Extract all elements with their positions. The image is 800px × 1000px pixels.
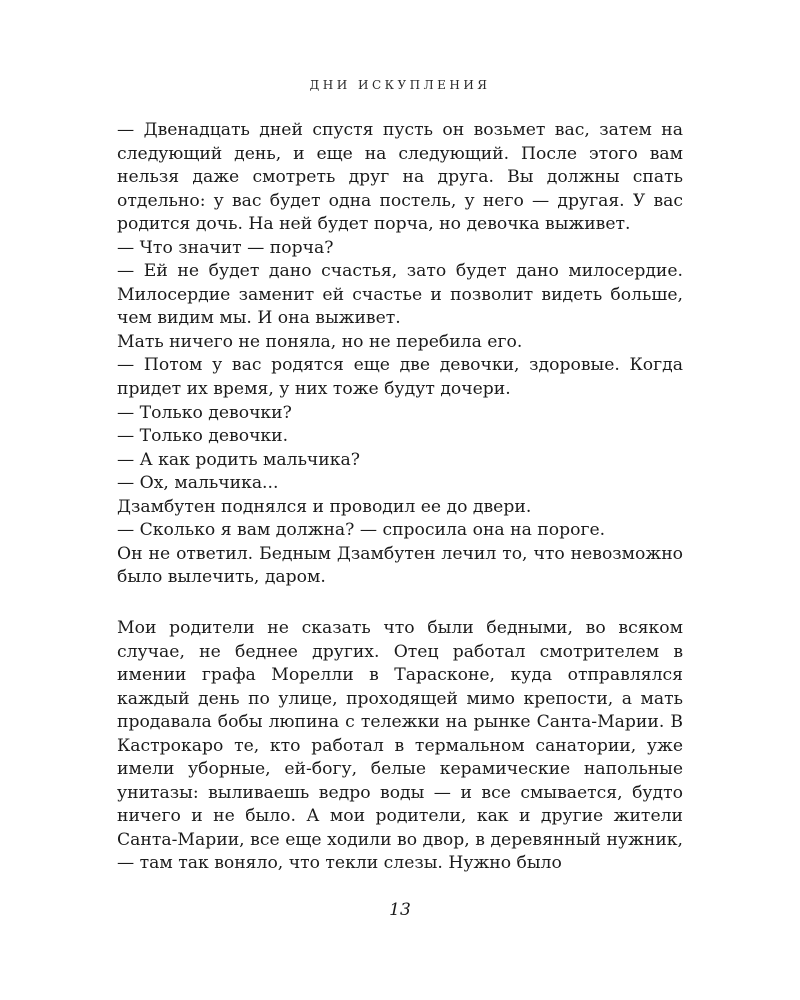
- paragraph: — Потом у вас родятся еще две девочки, здоровые. Когда придет их время, у них тоже будут дочери.: [117, 355, 683, 400]
- paragraph: — А как родить мальчика?: [117, 449, 360, 470]
- running-header: ДНИ ИСКУПЛЕНИЯ: [309, 78, 491, 92]
- paragraph: Он не ответил. Бедным Дзамбутен лечил то, что невозможно было вылечить, даром.: [117, 543, 683, 588]
- paragraph: Мать ничего не поняла, но не перебила его.: [117, 331, 523, 352]
- paragraph: Дзамбутен поднялся и проводил ее до двери.: [117, 496, 532, 517]
- paragraph: — Только девочки?: [117, 402, 292, 423]
- paragraph: — Сколько я вам должна? — спросила она на пороге.: [117, 520, 606, 541]
- paragraph: Мои родители не сказать что были бедными, во всяком случае, не беднее других. Отец работал смотрителем в имении графа Морелли в Тарасконе, куда отправлялся каждый день по улице, проходящей мимо крепости, а мать продавала бобы люпина с тележки на рынке Санта-Марии. В Кастрокаро те, кто работал в термальном санатории, уже имели уборные, ей-богу, белые керамические напольные унитазы: выливаешь ведро воды — и все смывается, будто ничего и не было. А мои родители, как и другие жители Санта-Марии, все еще ходили во двор, в деревянный нужник, — там так воняло, что текли слезы. Нужно было: [117, 618, 683, 874]
- text-block-narrative: [117, 617, 683, 876]
- page-number: 13: [389, 900, 411, 920]
- text-block-dialogue: [117, 119, 683, 590]
- paragraph: — Двенадцать дней спустя пусть он возьмет вас, затем на следующий день, и еще на следующий. После этого вам нельзя даже смотреть друг на друга. Вы должны спать отдельно: у вас будет одна постель, у него — другая. У вас родится дочь. На ней будет порча, но девочка выживет.: [117, 120, 683, 235]
- paragraph: — Только девочки.: [117, 426, 289, 447]
- paragraph: — Ох, мальчика...: [117, 473, 279, 494]
- paragraph: — Что значит — порча?: [117, 237, 334, 258]
- paragraph: — Ей не будет дано счастья, зато будет дано милосердие. Милосердие заменит ей счастье и позволит видеть больше, чем видим мы. И она выживет.: [117, 261, 683, 329]
